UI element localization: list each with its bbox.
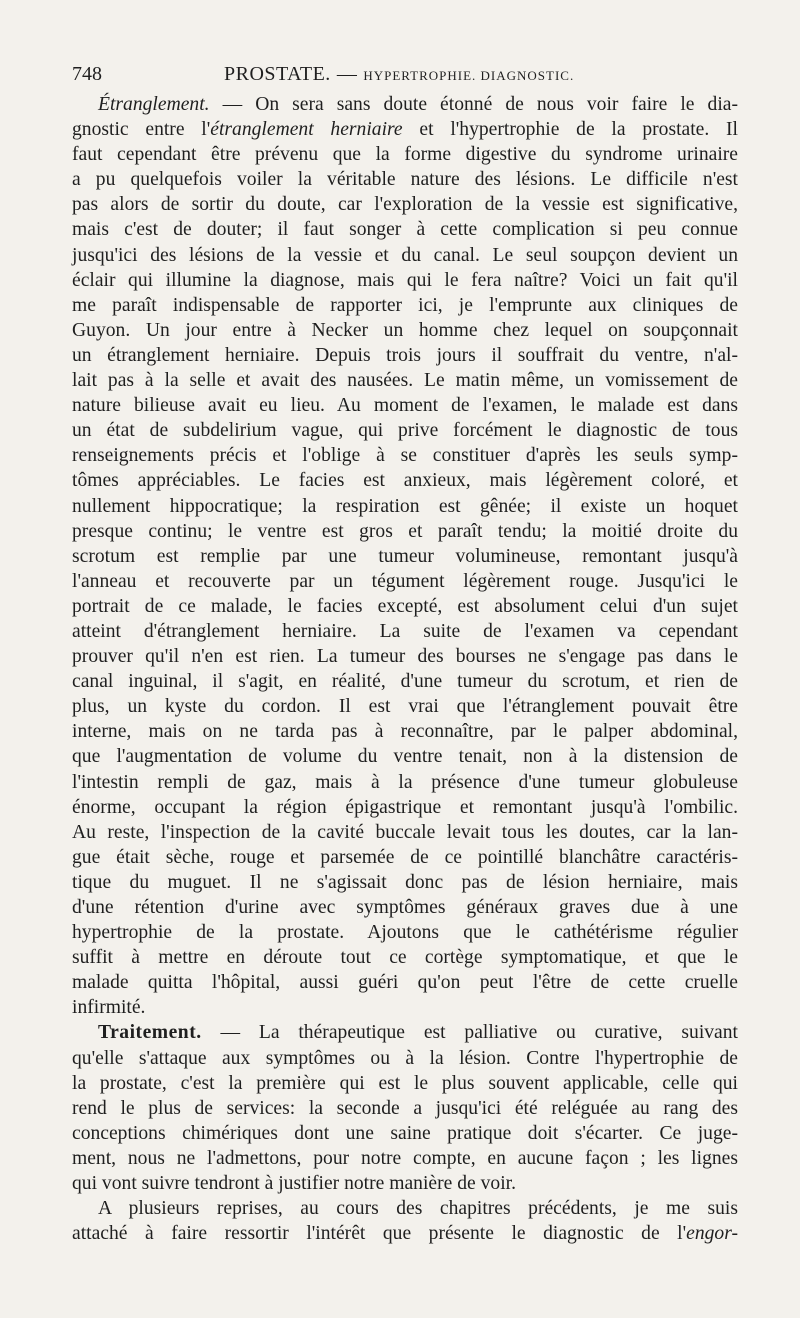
text-line: scrotum est remplie par une tumeur volumineuse, remontant jusqu'à — [72, 545, 738, 567]
text-line: que l'augmentation de volume du ventre tenait, non à la distension de — [72, 746, 738, 768]
text-line: ment, nous ne l'admettons, pour notre compte, en aucune façon ; les lignes — [72, 1147, 738, 1169]
text-line: énorme, occupant la région épigastrique et remontant jusqu'à l'ombilic. — [72, 796, 738, 818]
page-number: 748 — [72, 63, 102, 85]
text-line: malade quitta l'hôpital, aussi guéri qu'on peut l'être de cette cruelle — [72, 972, 738, 994]
running-header — [72, 60, 738, 88]
paragraph-etranglement-line: gnostic entre l'étranglement herniaire et l'hypertrophie de la prostate. Il — [72, 119, 739, 141]
section-heading-traitement: Traitement. — [98, 1022, 202, 1044]
text-line: tique du muguet. Il ne s'agissait donc pas de lésion herniaire, mais — [72, 871, 738, 893]
text-line: portrait de ce malade, le facies excepté, est absolument celui d'un sujet — [72, 595, 738, 617]
running-title — [224, 60, 574, 90]
text-line: gue était sèche, rouge et parsemée de ce pointillé blanchâtre caractéris- — [72, 846, 738, 868]
text-line: rend le plus de services: la seconde a jusqu'ici été reléguée au rang des — [72, 1097, 738, 1119]
text-line: atteint d'étranglement herniaire. La suite de l'examen va cependant — [72, 620, 738, 642]
text-line: renseignements précis et l'oblige à se constituer d'après les seuls symp- — [72, 445, 738, 467]
text-line: qu'elle s'attaque aux symptômes ou à la lésion. Contre l'hypertrophie de — [72, 1047, 738, 1069]
text-line: pas alors de sortir du doute, car l'exploration de la vessie est significative, — [72, 194, 738, 216]
text-line: infirmité. — [72, 997, 146, 1019]
text-line: la prostate, c'est la première qui est le plus souvent applicable, celle qui — [72, 1072, 738, 1094]
text-line: mais c'est de douter; il faut songer à cette complication si peu connue — [72, 219, 738, 241]
text-line: prouver qu'il n'en est rien. La tumeur des bourses ne s'engage pas dans le — [72, 646, 738, 668]
text-line: Guyon. Un jour entre à Necker un homme chez lequel on soupçonnait — [72, 319, 738, 341]
text-line: conceptions chimériques dont une saine pratique doit s'écarter. Ce juge- — [72, 1122, 738, 1144]
section-subtitle: HYPERTROPHIE. DIAGNOSTIC. — [363, 68, 575, 83]
text-line: plus, un kyste du cordon. Il est vrai que l'étranglement pouvait être — [72, 696, 738, 718]
text-line: qui vont suivre tendront à justifier notre manière de voir. — [72, 1173, 517, 1195]
text-line: jusqu'ici des lésions de la vessie et du canal. Le seul soupçon devient un — [72, 244, 738, 266]
body-text — [72, 92, 738, 1246]
text-line: presque continu; le ventre est gros et paraît tendu; la moitié droite du — [72, 520, 738, 542]
text-line: a pu quelquefois voiler la véritable nature des lésions. Le difficile n'est — [72, 169, 738, 191]
text-line: lait pas à la selle et avait des nausées. Le matin même, un vomissement de — [72, 370, 738, 392]
text-line: tômes appréciables. Le facies est anxieux, mais légèrement coloré, et — [72, 470, 738, 492]
paragraph-traitement-line: Traitement. — La thérapeutique est palliative ou curative, suivant — [98, 1022, 738, 1044]
text-line: nullement hippocratique; la respiration est gênée; il existe un hoquet — [72, 495, 738, 517]
text-line: A plusieurs reprises, au cours des chapitres précédents, je me suis — [98, 1198, 738, 1220]
text-line: l'anneau et recouverte par un tégument légèrement rouge. Jusqu'ici le — [72, 570, 738, 592]
text-line: Au reste, l'inspection de la cavité buccale levait tous les doutes, car la lan- — [72, 821, 738, 843]
chapter-title: PROSTATE. — [224, 63, 331, 85]
text-line: l'intestin rempli de gaz, mais à la présence d'une tumeur globuleuse — [72, 771, 738, 793]
emphasis-text: engor- — [686, 1223, 738, 1245]
title-dash: — — [336, 63, 358, 85]
text-line: attaché à faire ressortir l'intérêt que présente le diagnostic de l'engor- — [72, 1223, 738, 1245]
emphasis-text: étranglement herniaire — [210, 119, 403, 141]
text-line: hypertrophie de la prostate. Ajoutons que le cathétérisme régulier — [72, 922, 738, 944]
text-line: un étranglement herniaire. Depuis trois jours il souffrait du ventre, n'al- — [72, 344, 738, 366]
text-line: canal inguinal, il s'agit, en réalité, d'une tumeur du scrotum, et rien de — [72, 671, 738, 693]
text-line: interne, mais on ne tarda pas à reconnaître, par le palper abdominal, — [72, 721, 738, 743]
text-line: faut cependant être prévenu que la forme digestive du syndrome urinaire — [72, 144, 738, 166]
text-line: d'une rétention d'urine avec symptômes généraux graves due à une — [72, 897, 738, 918]
section-heading-etranglement: Étranglement. — [98, 94, 210, 115]
text-line: nature bilieuse avait eu lieu. Au moment de l'examen, le malade est dans — [72, 395, 738, 417]
text-line: éclair qui illumine la diagnose, mais qui le fera naître? Voici un fait qu'il — [72, 269, 738, 291]
text-line: suffit à mettre en déroute tout ce cortège symptomatique, et que le — [72, 947, 738, 969]
paragraph-etranglement-line: Étranglement. — On sera sans doute étonné de nous voir faire le dia- — [98, 94, 738, 115]
text-line: un état de subdelirium vague, qui prive forcément le diagnostic de tous — [72, 420, 738, 442]
text-line: me paraît indispensable de rapporter ici, je l'emprunte aux cliniques de — [72, 294, 738, 316]
